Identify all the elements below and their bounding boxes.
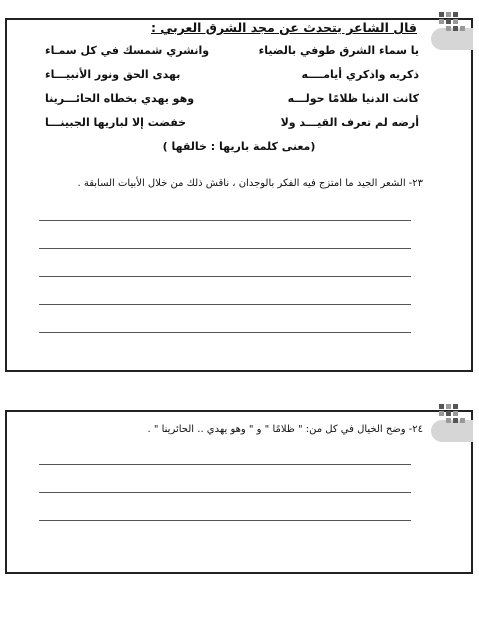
answer-line[interactable] [39, 464, 411, 465]
answer-line[interactable] [39, 492, 411, 493]
verse-2-second-half: بهدى الحق ونور الأنبيـــاء [45, 68, 181, 81]
verse-2-first-half: ذكريه واذكري أيامــــه [301, 68, 419, 81]
verse-3-first-half: كانت الدنيا ظلامًا حولـــه [287, 92, 419, 105]
verse-4-second-half: خفضت إلا لباريها الجبينـــا [45, 116, 187, 129]
answer-line[interactable] [39, 304, 411, 305]
answer-line[interactable] [39, 220, 411, 221]
answer-line[interactable] [39, 520, 411, 521]
question-number: ٢٣- [408, 178, 423, 189]
question-card-23 [5, 18, 473, 372]
answer-line[interactable] [39, 248, 411, 249]
answer-line[interactable] [39, 276, 411, 277]
word-meaning-note: (معنى كلمة باريها : خالقها ) [162, 140, 316, 153]
question-number: ٢٤- [408, 424, 423, 435]
verse-3-second-half: وهو يهدي بخطاه الحائـــرينا [45, 92, 195, 105]
verse-1-first-half: يا سماء الشرق طوفي بالضياء [258, 44, 419, 57]
grid-decoration-icon [439, 12, 465, 38]
question-23 [77, 178, 423, 189]
grid-decoration-icon [439, 404, 465, 430]
answer-line[interactable] [39, 332, 411, 333]
verse-4-first-half: أرضه لم تعرف القيـــد ولا [280, 116, 419, 129]
poem-intro-title: قال الشاعر يتحدث عن مجد الشرق العربي : [150, 20, 417, 35]
question-text: وضح الخيال في كل من: " ظلامًا " و " وهو يهدي .. الحائرينا " . [147, 424, 406, 435]
verse-1-second-half: وانشري شمسك في كل سمـاء [45, 44, 210, 57]
question-text: الشعر الجيد ما امتزج فيه الفكر بالوجدان ، ناقش ذلك من خلال الأبيات السابقة . [77, 178, 406, 189]
question-card-24 [5, 410, 473, 574]
question-24 [147, 424, 423, 435]
